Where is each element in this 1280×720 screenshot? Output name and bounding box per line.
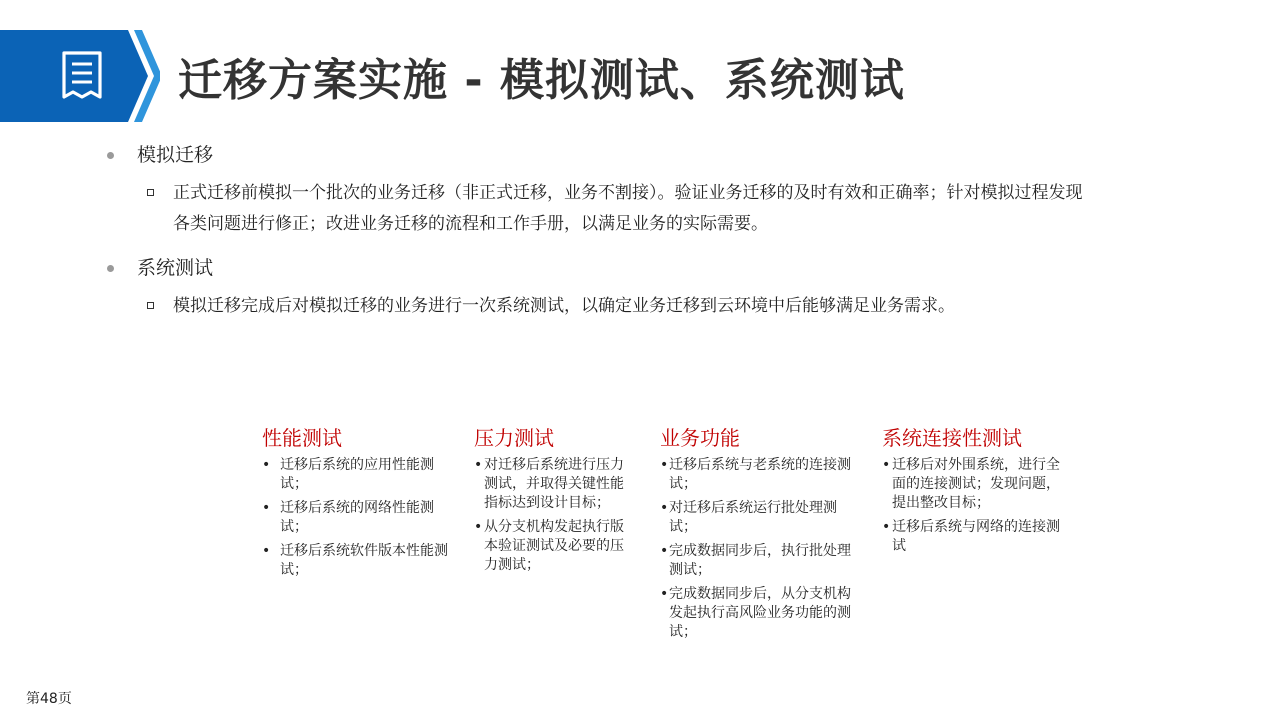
square-bullet-icon <box>147 302 154 309</box>
list-item-text: 完成数据同步后，执行批处理测试； <box>669 543 851 578</box>
list-item-text: 迁移后系统与网络的连接测试 <box>892 519 1060 554</box>
bullet-glyph: • <box>262 500 271 516</box>
list-item-text: 迁移后对外围系统，进行全面的连接测试；发现问题，提出整改目标； <box>892 457 1060 511</box>
column-title: 压力测试 <box>474 426 554 450</box>
list-item <box>660 585 864 642</box>
bullet-glyph: • <box>262 457 271 473</box>
list-item <box>262 499 448 537</box>
page-number: 第48页 <box>26 691 72 707</box>
bullet-glyph: • <box>474 519 483 535</box>
section-item-line: 模拟迁移完成后对模拟迁移的业务进行一次系统测试，以确定业务迁移到云环境中后能够满足业务需求。 <box>173 296 955 316</box>
test-column-business-function <box>660 424 864 647</box>
test-column-performance <box>262 424 448 585</box>
list-item <box>262 542 448 580</box>
bullet-glyph: • <box>474 457 483 473</box>
bullet-dot <box>107 152 114 159</box>
list-item-text: 对迁移后系统运行批处理测试； <box>669 500 837 535</box>
bullet-glyph: • <box>262 543 271 559</box>
list-item-text: 迁移后系统与老系统的连接测试； <box>669 457 851 492</box>
square-bullet-icon <box>147 189 154 196</box>
column-title: 系统连接性测试 <box>882 426 1022 450</box>
section-item-text <box>173 178 1083 240</box>
list-item-text: 迁移后系统的应用性能测试； <box>280 457 434 492</box>
bullet-glyph: • <box>660 500 669 516</box>
section-item-text <box>173 291 955 322</box>
bullet-glyph: • <box>882 519 891 535</box>
section-item-line: 正式迁移前模拟一个批次的业务迁移（非正式迁移，业务不割接）。验证业务迁移的及时有效和正确率；针对模拟过程发现 <box>173 183 1083 203</box>
test-column-stress <box>474 424 634 580</box>
list-item-text: 迁移后系统的网络性能测试； <box>280 500 434 535</box>
column-title: 性能测试 <box>262 426 342 450</box>
bullet-dot <box>107 265 114 272</box>
section-item-row <box>147 291 955 322</box>
section-heading-row <box>107 142 213 168</box>
list-item <box>882 456 1062 513</box>
section-item-row <box>147 178 1083 240</box>
bullet-glyph: • <box>660 457 669 473</box>
list-item-text: 完成数据同步后，从分支机构发起执行高风险业务功能的测试； <box>669 586 851 640</box>
section-item-line: 各类问题进行修正；改进业务迁移的流程和工作手册，以满足业务的实际需要。 <box>173 214 768 234</box>
list-item <box>660 499 864 537</box>
header-chevron-band <box>0 30 160 122</box>
list-item <box>882 518 1062 556</box>
test-column-connectivity <box>882 424 1062 561</box>
list-item <box>660 456 864 494</box>
list-item-text: 从分支机构发起执行版本验证测试及必要的压力测试； <box>484 519 624 573</box>
list-item <box>474 518 634 575</box>
list-item-text: 对迁移后系统进行压力测试，并取得关键性能指标达到设计目标； <box>484 457 624 511</box>
column-list <box>262 456 448 580</box>
list-item <box>660 542 864 580</box>
bullet-glyph: • <box>660 586 669 602</box>
column-list <box>660 456 864 642</box>
bullet-glyph: • <box>882 457 891 473</box>
section-heading: 模拟迁移 <box>137 144 214 166</box>
column-title: 业务功能 <box>660 426 740 450</box>
list-item <box>474 456 634 513</box>
list-item <box>262 456 448 494</box>
header-banner <box>0 30 160 126</box>
page-title: 迁移方案实施 - 模拟测试、系统测试 <box>178 55 905 106</box>
column-list <box>882 456 1062 556</box>
section-heading: 系统测试 <box>137 257 214 279</box>
list-item-text: 迁移后系统软件版本性能测试； <box>280 543 448 578</box>
bullet-glyph: • <box>660 543 669 559</box>
section-heading-row <box>107 255 213 281</box>
column-list <box>474 456 634 575</box>
